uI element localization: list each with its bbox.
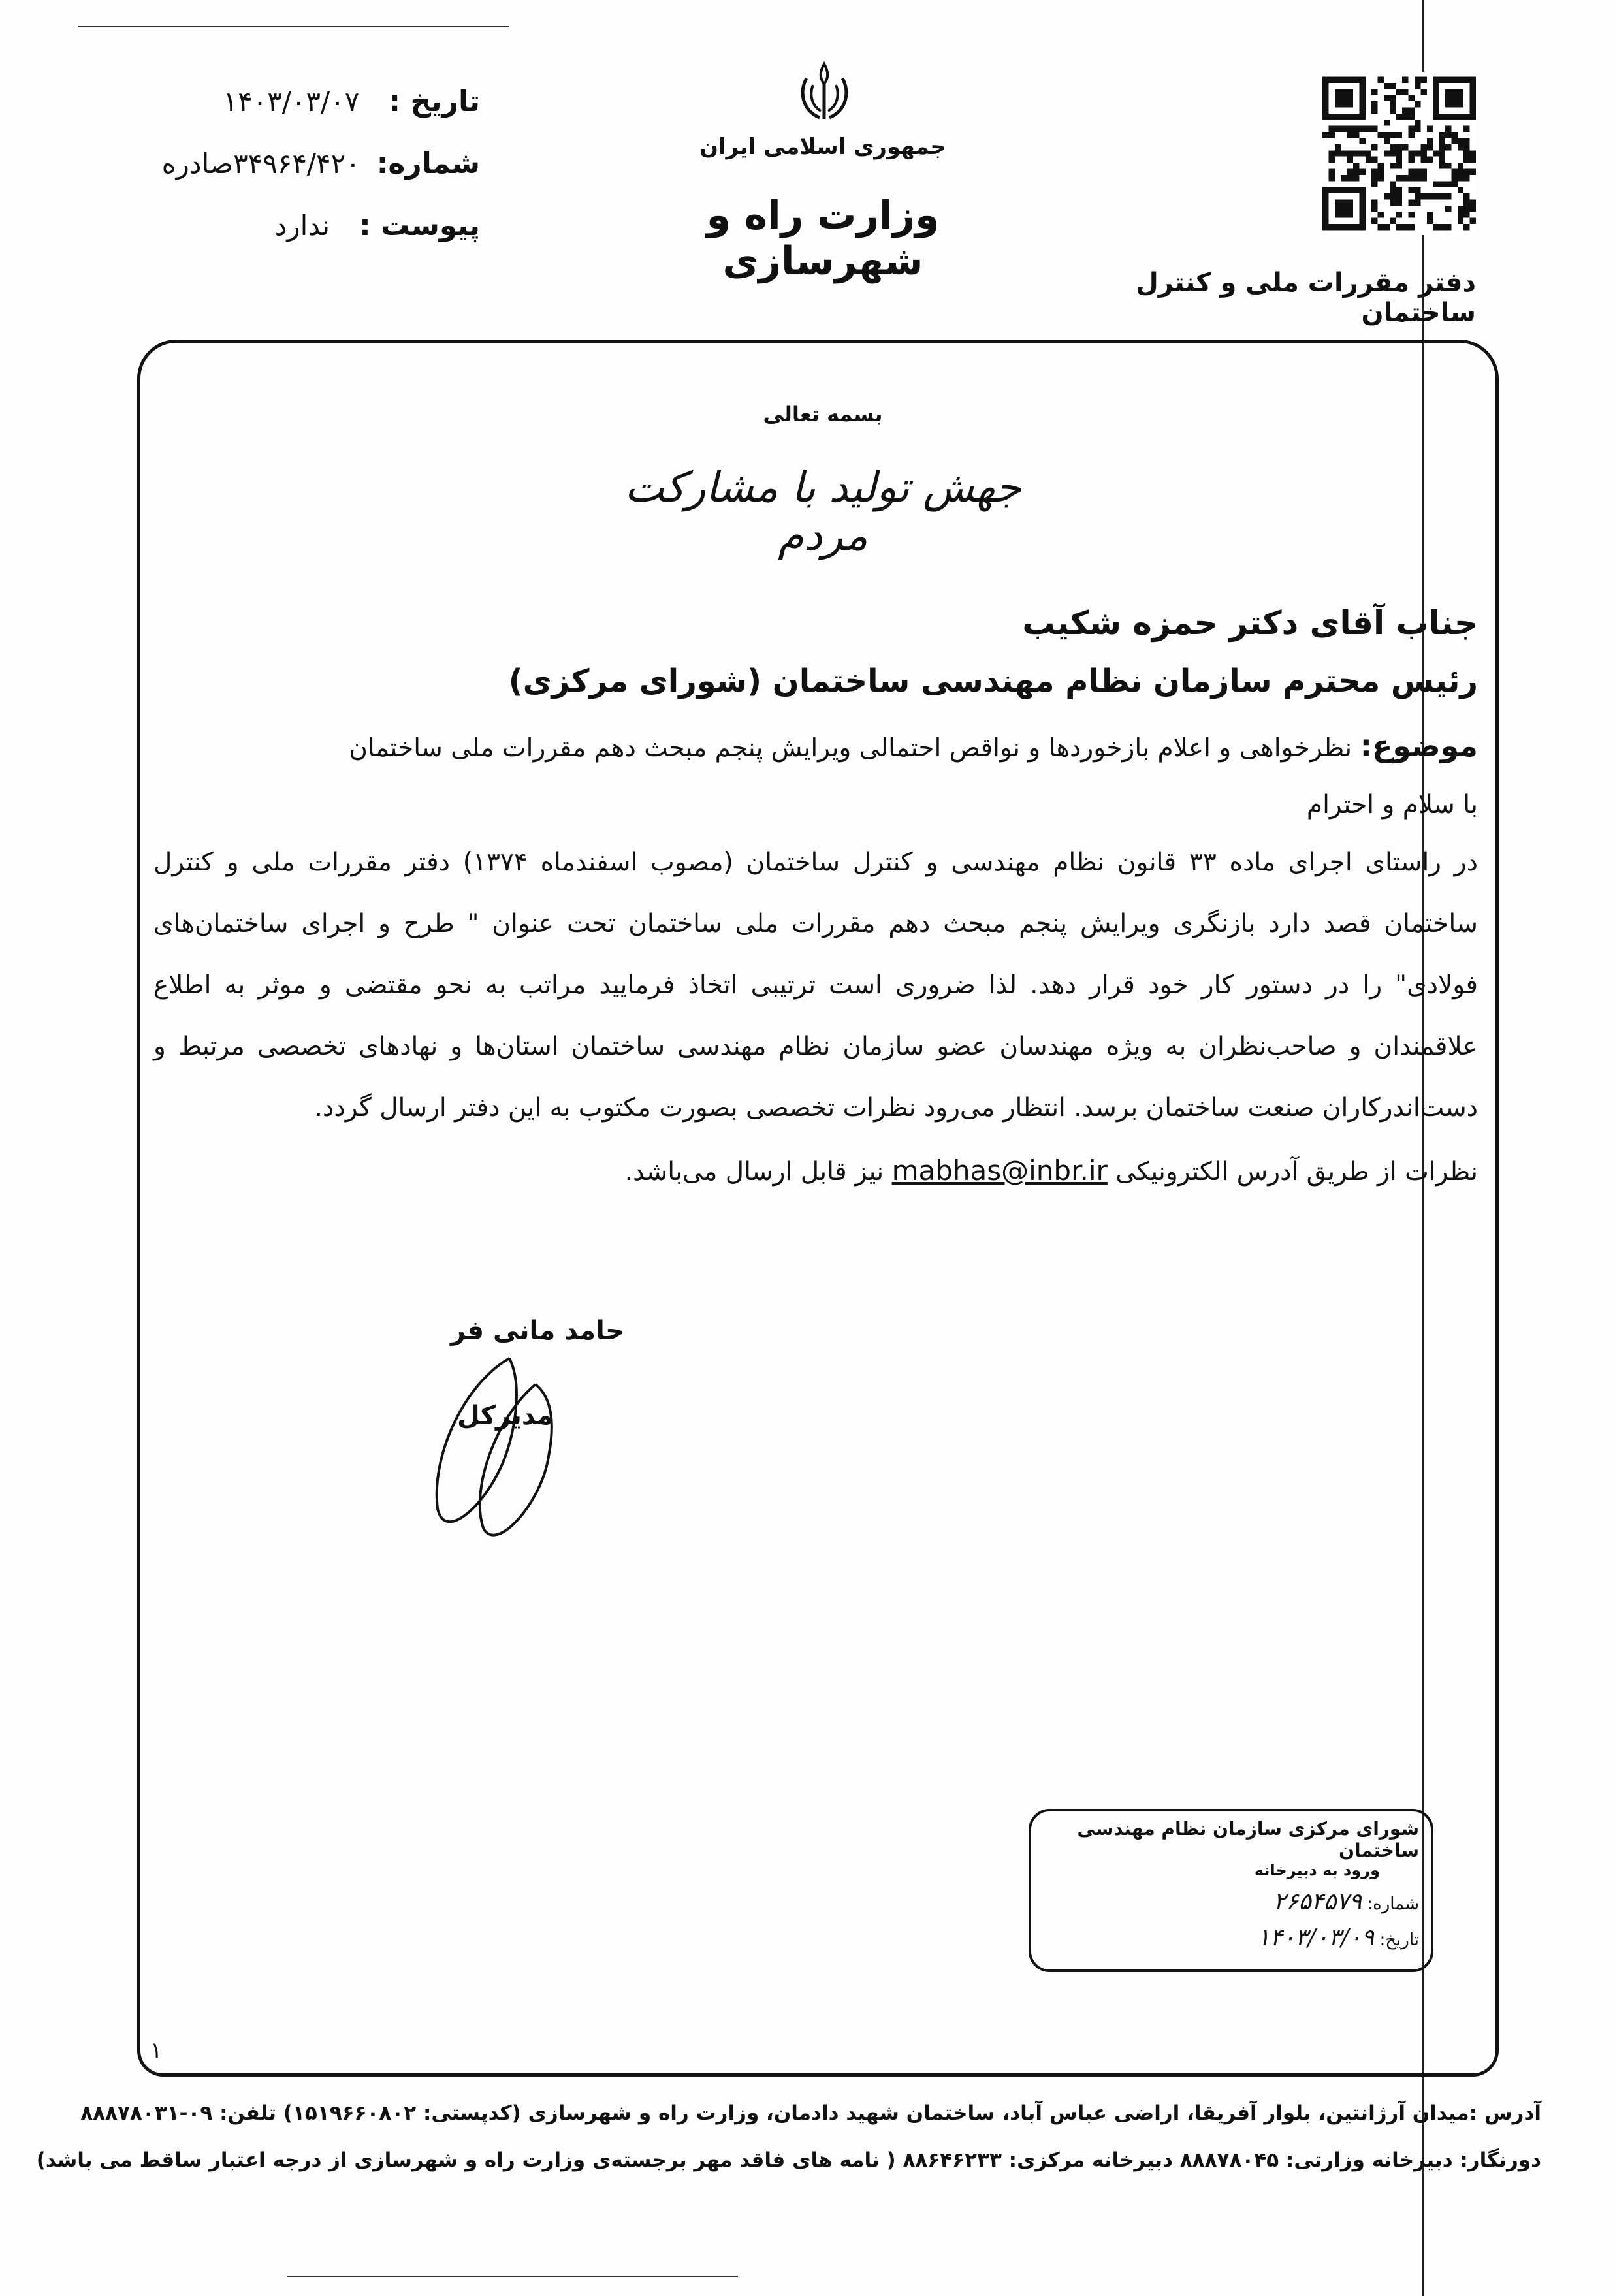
paragraph-line-3: فولادی" را در دستور کار خود قرار دهد. لذا ضروری است ترتیبی اتخاذ فرمایید مراتب به نحو مقتضی و موثر به اطلاع (153, 970, 1478, 1000)
office-title: دفتر مقررات ملی و کنترل ساختمان (1136, 268, 1476, 328)
stamp-entry: ورود به دبیرخانه (1254, 1861, 1380, 1879)
paragraph-line-4: علاقمندان و صاحب‌نظران به ویژه مهندسان عضو سازمان نظام مهندسی ساختمان استان‌ها و نهادهای تخصصی مرتبط و (153, 1032, 1478, 1061)
subject-text: نظرخواهی و اعلام بازخوردها و نواقص احتمالی ویرایش پنجم مبحث دهم مقررات ملی ساختمان (349, 733, 1352, 763)
stamp-date-label: تاریخ: (1379, 1930, 1419, 1950)
email-outro: نیز قابل ارسال می‌باشد. (624, 1157, 884, 1187)
date-row (153, 85, 480, 118)
email-link[interactable]: mabhas@inbr.ir (891, 1155, 1108, 1187)
subject-line (153, 728, 1478, 763)
paragraph-line-1: در راستای اجرای ماده ۳۳ قانون نظام مهندسی و کنترل ساختمان (مصوب اسفندماه ۱۳۷۴) دفتر مقررات ملی و کنترل (153, 848, 1478, 877)
signer-name: حامد مانی فر (451, 1316, 624, 1346)
footer-fax: دورنگار: دبیرخانه وزارتی: ۸۸۸۷۸۰۴۵ دبیرخانه مرکزی: ۸۸۶۴۶۲۳۳ ( نامه های فاقد مهر برجسته‌ی وزارت راه و شهرسازی از درجه اعتبار ساقط می باشد) (36, 2148, 1541, 2172)
handwritten-signature (405, 1345, 614, 1541)
attachment-value: ندارد (274, 210, 330, 242)
greeting: با سلام و احترام (1306, 790, 1478, 820)
stamp-date-value: ۱۴۰۳/۰۳/۰۹ (1257, 1924, 1375, 1951)
iran-emblem-icon (793, 59, 855, 124)
stamp-number-row (1043, 1889, 1419, 1915)
addressee-name: جناب آقای دکتر حمزه شکیب (1022, 604, 1478, 642)
stamp-date-row (1043, 1924, 1419, 1951)
addressee-title: رئیس محترم سازمان نظام مهندسی ساختمان (شورای مرکزی) (508, 663, 1478, 699)
scan-top-line (78, 26, 509, 27)
receipt-stamp (1029, 1809, 1433, 1972)
stamp-number-label: شماره: (1367, 1894, 1419, 1914)
slogan: جهش تولید با مشارکت مردم (624, 464, 1021, 560)
qr-code (1322, 72, 1476, 235)
email-intro: نظرات از طریق آدرس الکترونیکی (1115, 1157, 1478, 1187)
ministry-title: وزارت راه و شهرسازی (706, 193, 940, 284)
scan-bottom-line (287, 2276, 738, 2277)
footer-address: آدرس :میدان آرژانتین، بلوار آفریقا، اراضی عباس آباد، ساختمان شهید دادمان، وزارت راه و شهرسازی (کدپستی: ۱۵۱۹۶۶۰۸۰۲) تلفن: ۰۹-۸۸۸۷۸۰۳۱ (80, 2101, 1541, 2125)
republic-title: جمهوری اسلامی ایران (699, 134, 947, 160)
stamp-number-value: ۲۶۵۴۵۷۹ (1273, 1889, 1362, 1915)
date-label: تاریخ : (389, 85, 480, 118)
number-value: ۳۴۹۶۴/۴۲۰صادره (161, 148, 360, 180)
bismillah: بسمه تعالی (763, 402, 883, 426)
paragraph-line-5: دست‌اندرکاران صنعت ساختمان برسد. انتظار می‌رود نظرات تخصصی بصورت مکتوب به این دفتر ارسال گردد. (314, 1093, 1478, 1123)
paragraph-line-6 (153, 1155, 1478, 1187)
qr-code-icon (1322, 72, 1476, 235)
attachment-row (235, 209, 480, 242)
subject-label: موضوع: (1360, 728, 1478, 763)
attachment-label: پیوست : (359, 209, 480, 242)
page-number: ۱ (150, 2037, 163, 2064)
number-label: شماره: (376, 147, 480, 180)
stamp-org: شورای مرکزی سازمان نظام مهندسی ساختمان (1077, 1818, 1419, 1861)
paragraph-line-2: ساختمان قصد دارد بازنگری ویرایش پنجم مبحث دهم مقررات ملی ساختمان تحت عنوان " طرح و اجرای ساختمان‌های (153, 909, 1478, 938)
number-row (111, 147, 480, 180)
signer-title: مدیرکل (457, 1401, 553, 1431)
date-value: ۱۴۰۳/۰۳/۰۷ (223, 86, 360, 118)
